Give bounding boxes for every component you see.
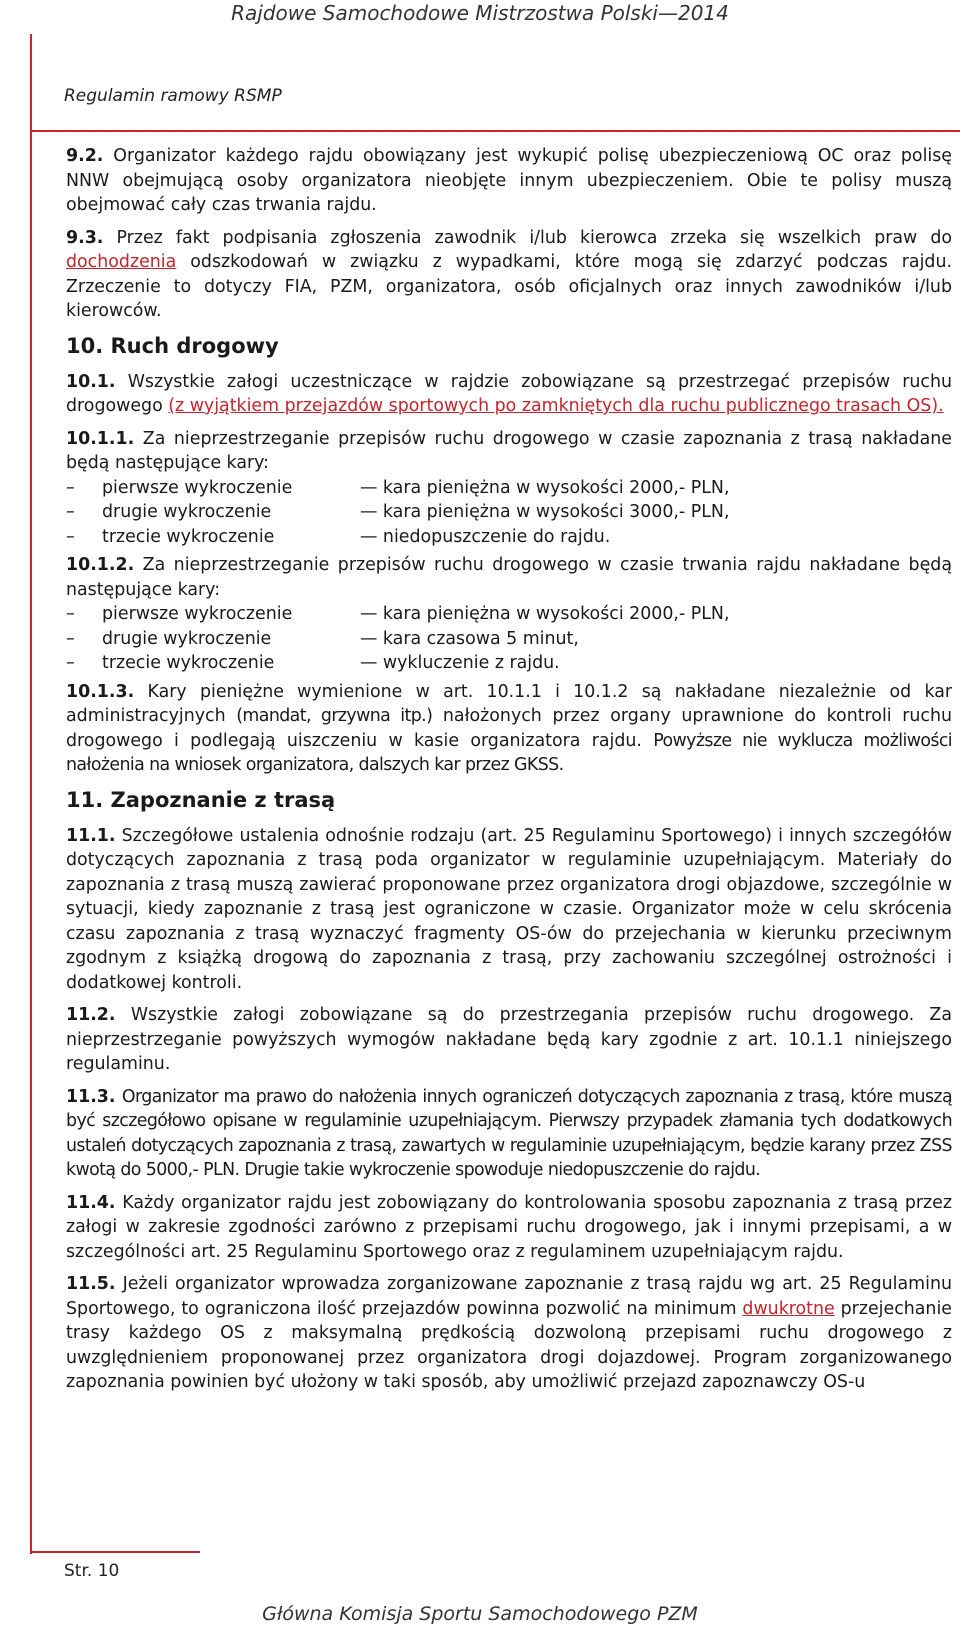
paragraph-text: Organizator ma prawo do nałożenia innych ograniczeń dotyczących zapoznania z trasą, które muszą być szczegółowo opisane w regulaminie uzupełniającym. Pierwszy przypadek złamania tych dodatkowych ustaleń dotyczących zapoznania z trasą, zawartych w regulaminie uzupełniającym, będzie karany przez ZSS kwotą do 5000,- PLN. Drugie takie wykroczenie spowoduje niedopuszczenie do rajdu. — [66, 1086, 952, 1180]
left-margin-rule — [30, 34, 32, 1554]
paragraph-text: Przez fakt podpisania zgłoszenia zawodnik i/lub kierowca zrzeka się wszelkich praw do — [116, 227, 952, 248]
penalty-value: — wykluczenie z rajdu. — [360, 653, 560, 673]
footer-divider — [32, 1551, 200, 1553]
paragraph-text: Jeżeli organizator wprowadza zorganizowane zapoznanie z trasą rajdu wg art. 25 Regulaminu Sportowego, to ograniczona ilość przejazdów powinna pozwolić na minimum — [66, 1274, 952, 1319]
penalty-value: — niedopuszczenie do rajdu. — [360, 526, 611, 547]
paragraph-text: Kary pieniężne wymienione w art. 10.1.1 i 10.1.2 są nakładane niezależnie od kar administracyjnych — [66, 681, 953, 726]
list-dash: – — [66, 604, 75, 624]
penalty-row — [66, 651, 952, 676]
penalty-label: pierwsze wykroczenie — [102, 604, 293, 624]
list-dash: – — [66, 628, 75, 649]
penalty-label: pierwsze wykroczenie — [102, 477, 293, 498]
penalty-value: — kara pieniężna w wysokości 2000,- PLN, — [360, 477, 730, 498]
penalty-value: — kara czasowa 5 minut, — [360, 628, 579, 649]
penalty-label: drugie wykroczenie — [102, 502, 272, 522]
paragraph-number: 11.5. — [66, 1274, 116, 1294]
paragraph-text-condensed: Powyższe nie wyklucza możliwości nałożenia na wniosek organizatora, dalszych kar przez GKSS. — [66, 730, 953, 775]
paragraph-number: 9.2. — [66, 146, 104, 166]
paragraph-10-1-1 — [66, 427, 952, 476]
running-header-title: Rajdowe Samochodowe Mistrzostwa Polski—2014 — [231, 1, 729, 25]
paragraph-text: Za nieprzestrzeganie przepisów ruchu drogowego w czasie zapoznania z trasą nakładane będą następujące kary: — [66, 428, 952, 473]
list-dash: – — [66, 526, 75, 547]
section-heading-11: 11. Zapoznanie z trasą — [66, 787, 336, 812]
highlighted-text: (z wyjątkiem przejazdów sportowych po zamkniętych dla ruchu publicznego trasach OS). — [168, 396, 944, 416]
paragraph-number: 10.1.2. — [66, 555, 135, 575]
paragraph-text: nałożonych przez organy uprawnione do kontroli ruchu drogowego i podlegają uiszczeniu w kasie organizatora rajdu. — [66, 706, 953, 751]
paragraph-number: 10.1.3. — [66, 681, 135, 702]
section-heading-10: 10. Ruch drogowy — [66, 333, 279, 358]
paragraph-number: 10.1.1. — [66, 428, 135, 449]
paragraph-number: 11.1. — [66, 825, 116, 846]
paragraph-text-inline: (mandat, grzywna itp.) — [236, 706, 433, 726]
document-body — [66, 144, 952, 1403]
paragraph-text: przejechanie trasy każdego OS z maksymalną prędkością dozwoloną przepisami ruchu drogowego z uwzględnieniem proponowanej przez organizatora drogi dojazdowej. Program zorganizowanego zapoznania powinien być ułożony w taki sposób, aby umożliwić przejazd zapoznawczy OS-u — [66, 1298, 952, 1392]
list-dash: – — [66, 477, 75, 498]
paragraph-9-3 — [66, 226, 952, 324]
list-dash: – — [66, 653, 75, 673]
highlighted-term: dochodzenia — [66, 252, 177, 272]
penalty-row — [66, 627, 952, 652]
page-number: Str. 10 — [64, 1561, 120, 1581]
penalty-label: drugie wykroczenie — [102, 628, 272, 649]
paragraph-10-1-3 — [66, 680, 952, 778]
paragraph-text: Organizator każdego rajdu obowiązany jest wykupić polisę ubezpieczeniową OC oraz polisę NNW obejmującą osoby organizatora nieobjęte innym ubezpieczeniem. Obie te polisy muszą obejmować cały czas trwania rajdu. — [66, 146, 952, 215]
paragraph-11-3 — [66, 1085, 952, 1183]
paragraph-text: odszkodowań w związku z wypadkami, które mogą się zdarzyć podczas rajdu. Zrzeczenie to dotyczy FIA, PZM, organizatora, osób oficjalnych oraz innych zawodników i/lub kierowców. — [66, 252, 952, 321]
header-divider — [32, 130, 960, 132]
penalty-value: — kara pieniężna w wysokości 3000,- PLN, — [360, 502, 730, 522]
document-subtitle: Regulamin ramowy RSMP — [64, 86, 282, 106]
paragraph-number: 11.2. — [66, 1005, 116, 1025]
paragraph-number: 11.3. — [66, 1086, 116, 1107]
paragraph-number: 10.1. — [66, 371, 116, 392]
paragraph-number: 11.4. — [66, 1192, 116, 1213]
penalty-list-rally — [66, 602, 952, 676]
paragraph-text: Za nieprzestrzeganie przepisów ruchu drogowego w czasie trwania rajdu nakładane będą następujące kary: — [66, 555, 952, 600]
paragraph-text: Wszystkie załogi uczestniczące w rajdzie zobowiązane są przestrzegać przepisów ruchu drogowego — [66, 371, 952, 416]
paragraph-text: Wszystkie załogi zobowiązane są do przestrzegania przepisów ruchu drogowego. Za nieprzestrzeganie powyższych wymogów nakładane będą kary zgodnie z art. 10.1.1 niniejszego regulaminu. — [66, 1005, 952, 1074]
paragraph-number: 9.3. — [66, 227, 104, 248]
paragraph-11-4 — [66, 1191, 952, 1265]
penalty-row — [66, 500, 952, 525]
paragraph-11-2 — [66, 1003, 952, 1077]
penalty-row — [66, 476, 952, 501]
penalty-label: trzecie wykroczenie — [102, 526, 275, 547]
penalty-label: trzecie wykroczenie — [102, 653, 275, 673]
paragraph-10-1-2 — [66, 553, 952, 602]
paragraph-text: Szczegółowe ustalenia odnośnie rodzaju (art. 25 Regulaminu Sportowego) i innych szczegółów dotyczących zapoznania z trasą poda organizator w regulaminie uzupełniającym. Materiały do zapoznania z trasą muszą zawierać proponowane przez organizatora drogi objazdowe, szczególnie w sytuacji, kiedy zapoznanie z trasą jest ograniczone w czasie. Organizator może w celu skrócenia czasu zapoznania z trasą wyznaczyć fragmenty OS-ów do przejechania w kierunku przeciwnym zgodnym z książką drogową do zapoznania z trasą, przy zachowaniu szczególnej ostrożności i dodatkowej kontroli. — [66, 825, 952, 993]
paragraph-9-2 — [66, 144, 952, 218]
penalty-row — [66, 525, 952, 550]
paragraph-11-1 — [66, 824, 952, 996]
running-footer: Główna Komisja Sportu Samochodowego PZM — [262, 1603, 698, 1625]
paragraph-text: Każdy organizator rajdu jest zobowiązany do kontrolowania sposobu zapoznania z trasą przez załogi w zakresie zgodności zarówno z przepisami ruchu drogowego, jak i innymi przepisami, a w szczególności art. 25 Regulaminu Sportowego oraz z regulaminem uzupełniającym rajdu. — [66, 1192, 952, 1262]
penalty-row — [66, 602, 952, 627]
penalty-list-recon — [66, 476, 952, 550]
penalty-value: — kara pieniężna w wysokości 2000,- PLN, — [360, 604, 730, 624]
highlighted-term: dwukrotne — [742, 1298, 835, 1319]
paragraph-10-1 — [66, 370, 952, 419]
paragraph-11-5 — [66, 1272, 952, 1395]
list-dash: – — [66, 502, 75, 522]
